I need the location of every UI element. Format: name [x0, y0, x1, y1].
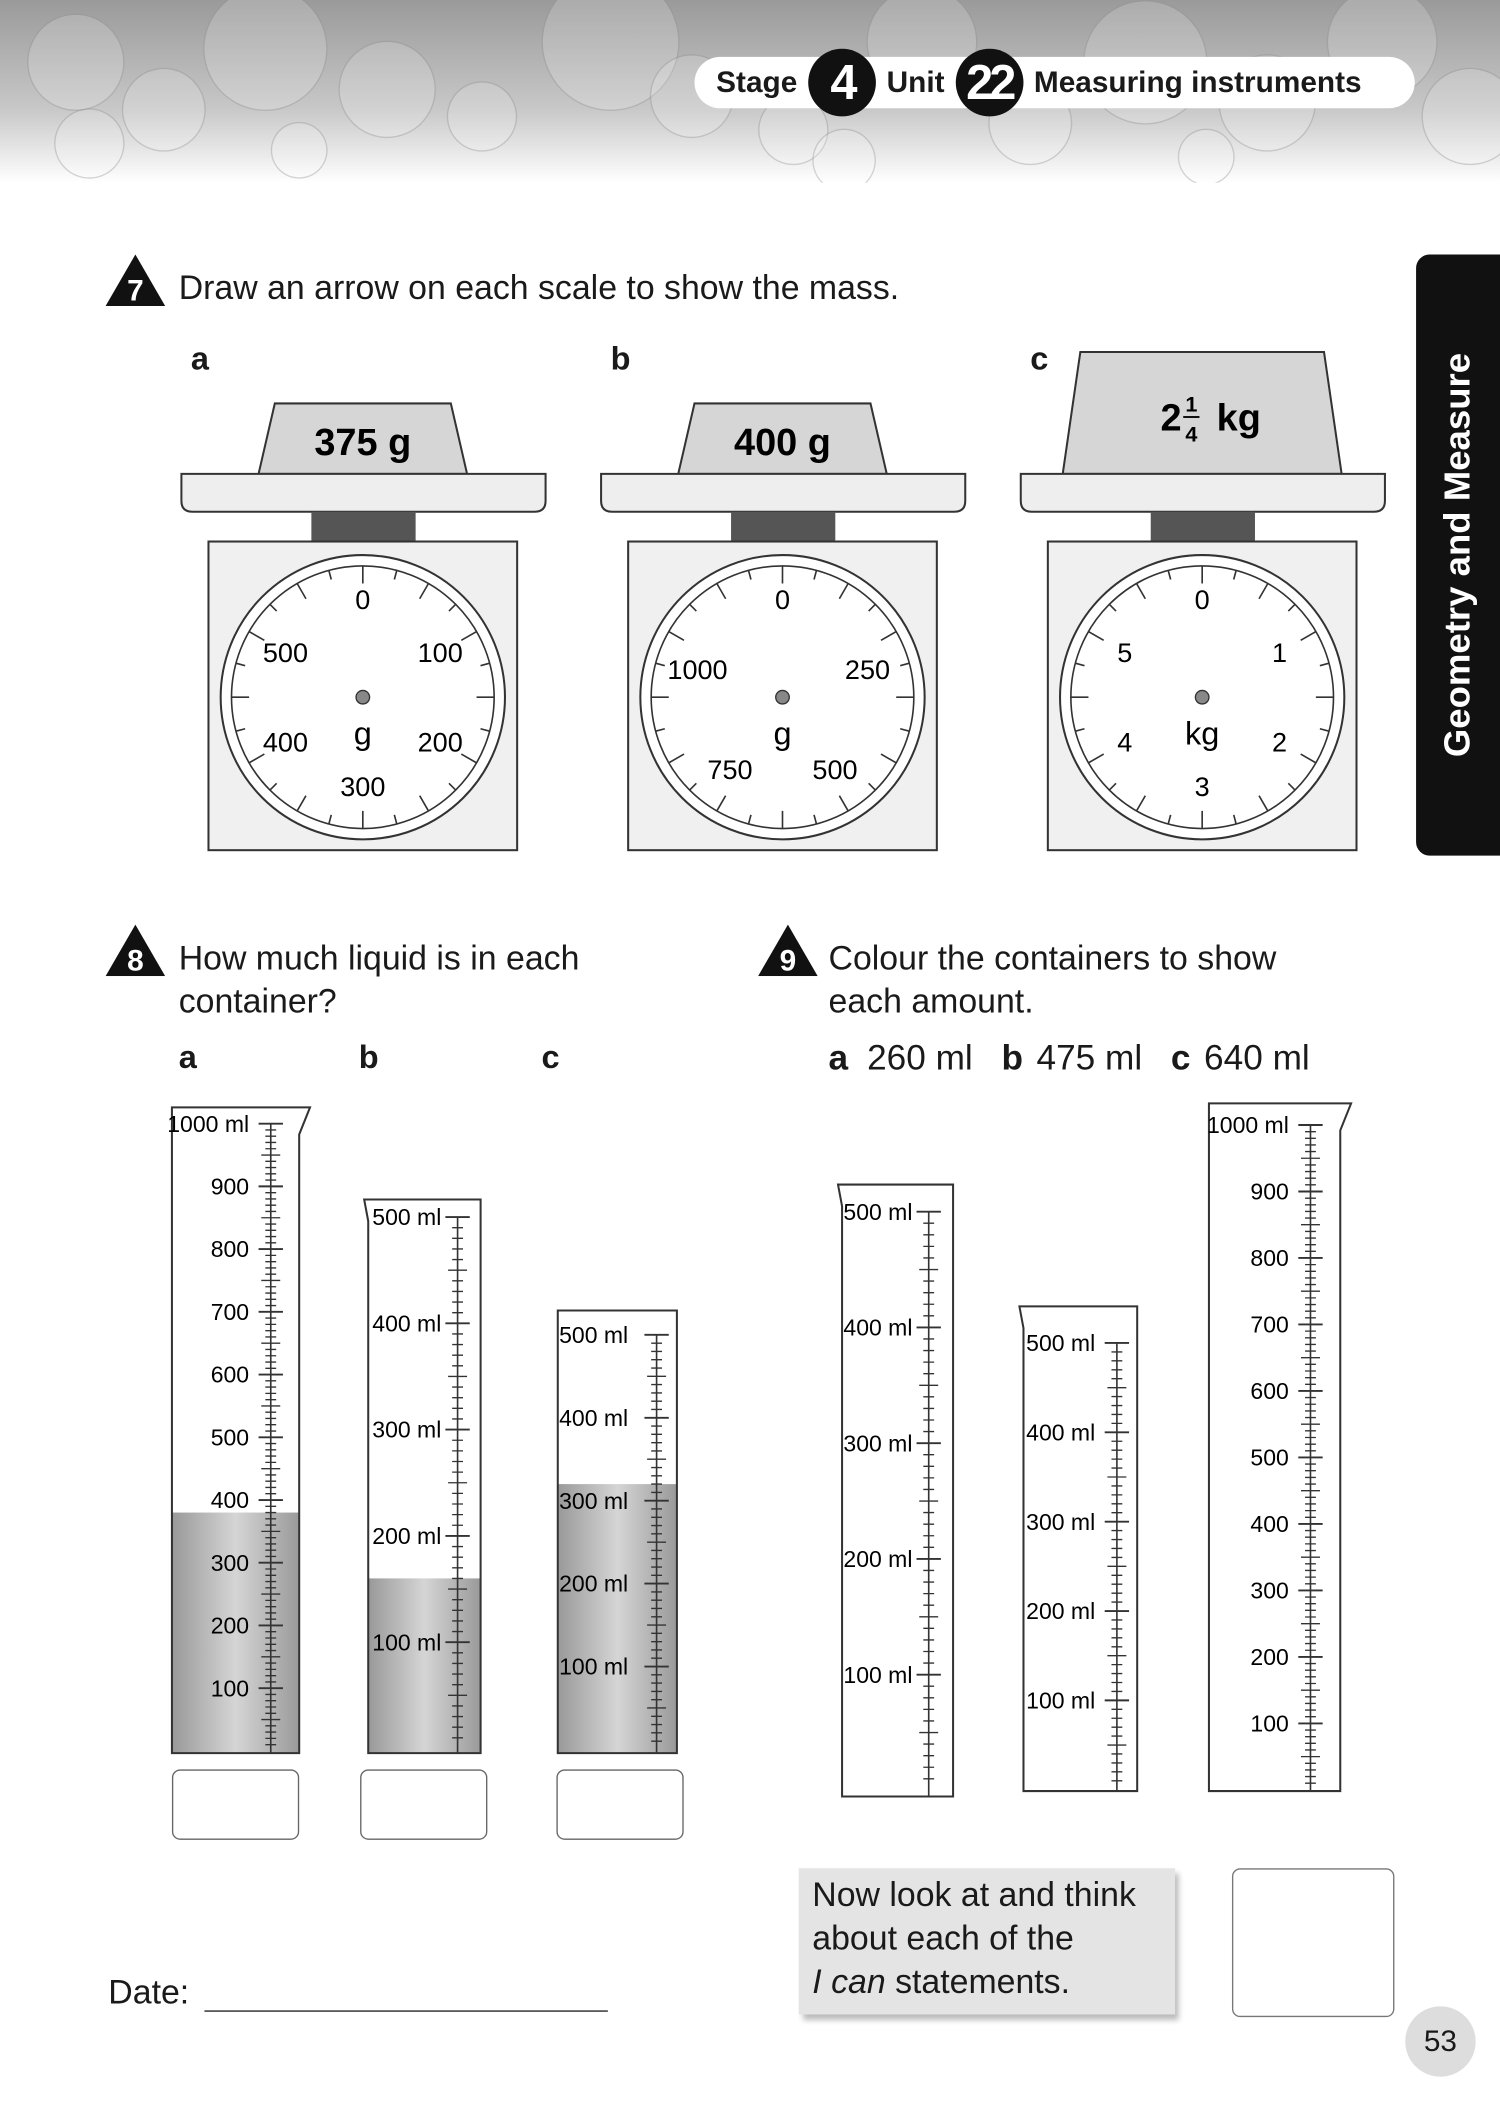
date-input-line[interactable] — [204, 2010, 607, 2011]
dial-label: 1 — [1272, 637, 1288, 669]
measuring-cylinder — [552, 1308, 690, 1759]
measuring-cylinder — [1204, 1101, 1354, 1797]
scale-label: 300 ml — [559, 1487, 629, 1514]
scale-label: 200 — [210, 1612, 250, 1639]
scale-label: 100 — [210, 1675, 250, 1702]
scale-label: 300 ml — [1026, 1508, 1096, 1535]
scale-label: 300 — [1250, 1577, 1289, 1604]
stage-label: Stage — [716, 64, 798, 99]
dial-label: 0 — [355, 584, 371, 616]
dial-unit: g — [353, 715, 372, 752]
scale-label: 500 ml — [372, 1204, 442, 1231]
container-label-c: c — [541, 1039, 560, 1077]
scale-label: 100 ml — [372, 1629, 442, 1656]
scale-label: 400 — [1250, 1511, 1289, 1538]
dial-label: 0 — [1194, 584, 1210, 616]
scale-label: 100 ml — [1026, 1687, 1096, 1714]
dial-label: 5 — [1117, 637, 1133, 669]
bubble-decoration — [271, 122, 328, 179]
dial-label: 500 — [262, 637, 309, 669]
unit-number: 22 — [955, 49, 1023, 117]
mass-label: 400 g — [734, 421, 831, 464]
scale-label: 1000 ml — [167, 1110, 250, 1137]
dial-label: 0 — [774, 584, 791, 616]
question-8-triangle-icon — [106, 925, 166, 976]
bubble-decoration — [122, 68, 206, 152]
bubble-decoration — [812, 129, 876, 183]
scale-label: 400 ml — [372, 1310, 442, 1337]
dial-label: 400 — [262, 726, 309, 758]
question-number: 7 — [127, 274, 144, 306]
measuring-cylinder — [837, 1182, 967, 1802]
mass-whole: 2 — [1160, 397, 1182, 440]
scale-label: 900 — [1250, 1178, 1289, 1205]
scale-label: 400 ml — [843, 1314, 913, 1341]
scale-label: 700 — [1250, 1311, 1289, 1338]
scale-label: 400 — [210, 1487, 250, 1514]
question-7-triangle-icon — [106, 255, 166, 306]
scale-label: 200 — [1250, 1644, 1289, 1671]
scale-label: 800 — [210, 1236, 250, 1263]
self-assessment-box[interactable] — [1232, 1868, 1394, 2017]
stage-number: 4 — [808, 49, 876, 117]
i-can-note: Now look at and think about each of the I can statements. — [799, 1868, 1175, 2014]
scale-pan — [1021, 474, 1385, 512]
side-tab-label: Geometry and Measure — [1437, 352, 1478, 758]
mass-numerator: 1 — [1185, 391, 1198, 417]
scale-label: 300 ml — [843, 1430, 913, 1457]
dial-pivot — [356, 690, 370, 704]
answer-box-c[interactable] — [556, 1769, 683, 1839]
dial-label: 500 — [812, 753, 858, 785]
dial-label: 4 — [1117, 726, 1133, 758]
mass-denominator: 4 — [1185, 421, 1198, 447]
measuring-cylinder — [363, 1197, 494, 1759]
bubble-decoration — [1421, 68, 1500, 165]
scale-label: 200 ml — [372, 1523, 442, 1550]
bubble-decoration — [447, 81, 517, 151]
bubble-decoration — [27, 14, 124, 111]
scale-label-c: c — [1030, 341, 1049, 378]
date-label: Date: — [108, 1973, 190, 2012]
liquid-fill — [558, 1484, 677, 1753]
scale-label: 500 ml — [1026, 1330, 1096, 1357]
scale-label: 500 — [1250, 1444, 1289, 1471]
scale-label: 100 — [1250, 1710, 1289, 1737]
scale-label: 500 — [210, 1424, 250, 1451]
unit-title-pill — [694, 54, 1414, 110]
answer-box-b[interactable] — [360, 1769, 487, 1839]
dial-unit: g — [773, 715, 792, 752]
scale-pan — [601, 474, 965, 512]
scale-stem — [731, 512, 835, 542]
question-8-text: How much liquid is in each container? — [178, 939, 580, 1021]
scale-stem — [311, 512, 415, 542]
scale-label: 400 ml — [559, 1404, 629, 1431]
scale-label: 700 — [210, 1298, 250, 1325]
scale-label: 1000 ml — [1206, 1112, 1289, 1139]
bubble-decoration — [54, 108, 124, 178]
container-label-a: a — [178, 1039, 197, 1077]
answer-box-a[interactable] — [172, 1769, 299, 1839]
side-tab — [1416, 255, 1500, 856]
scale-label: 500 ml — [843, 1198, 913, 1225]
dial-label: 200 — [417, 726, 463, 758]
measuring-cylinder — [1018, 1304, 1151, 1797]
scale-label: 600 — [210, 1361, 250, 1388]
kitchen-scale-a — [180, 349, 548, 863]
kitchen-scale-b — [600, 349, 968, 863]
page-number: 53 — [1405, 2006, 1475, 2076]
scale-label: 300 — [210, 1549, 250, 1576]
scale-label: 200 ml — [559, 1570, 629, 1597]
unit-label: Unit — [886, 64, 945, 99]
weight-block — [1063, 352, 1342, 474]
liquid-fill — [368, 1578, 480, 1753]
question-7-text: Draw an arrow on each scale to show the mass. — [178, 269, 900, 308]
measuring-cylinder — [167, 1105, 313, 1759]
bubble-decoration — [1178, 129, 1235, 183]
scale-label: 500 ml — [559, 1321, 629, 1348]
dial-label: 2 — [1272, 726, 1288, 758]
kitchen-scale-c — [1019, 349, 1387, 863]
dial-label: 100 — [417, 637, 463, 669]
svg-text:9: 9 — [779, 944, 797, 977]
scale-label: 600 — [1250, 1378, 1289, 1405]
scale-label: 200 ml — [1026, 1598, 1096, 1625]
question-9-amounts: a 260 ml b 475 ml c 640 ml — [828, 1037, 1310, 1078]
cylinder-outline — [838, 1185, 953, 1797]
unit-title: Measuring instruments — [1033, 64, 1362, 99]
scale-label: 900 — [210, 1173, 250, 1200]
dial-label: 300 — [340, 771, 386, 803]
svg-text:8: 8 — [127, 944, 144, 977]
dial-label: 250 — [844, 654, 891, 686]
dial-label: 3 — [1194, 771, 1210, 803]
scale-label: 200 ml — [843, 1546, 913, 1573]
mass-unit: kg — [1216, 397, 1261, 440]
scale-stem — [1151, 512, 1255, 542]
question-9-triangle-icon — [758, 925, 818, 976]
dial-pivot — [776, 690, 790, 704]
scale-pan — [181, 474, 545, 512]
dial-label: 1000 — [667, 654, 728, 686]
container-label-b: b — [358, 1039, 379, 1077]
scale-label-a: a — [190, 341, 209, 378]
bubble-decoration — [203, 0, 328, 111]
scale-label-b: b — [610, 341, 631, 378]
dial-label: 750 — [707, 753, 753, 785]
dial-pivot — [1195, 690, 1209, 704]
scale-label: 300 ml — [372, 1416, 442, 1443]
scale-label: 400 ml — [1026, 1419, 1096, 1446]
dial-unit: kg — [1185, 715, 1220, 752]
bubble-decoration — [338, 41, 435, 138]
scale-label: 100 ml — [843, 1661, 913, 1688]
question-9-text: Colour the containers to show each amount. — [828, 939, 1277, 1021]
scale-label: 100 ml — [559, 1653, 629, 1680]
scale-label: 800 — [1250, 1245, 1289, 1272]
mass-label: 375 g — [314, 421, 412, 464]
